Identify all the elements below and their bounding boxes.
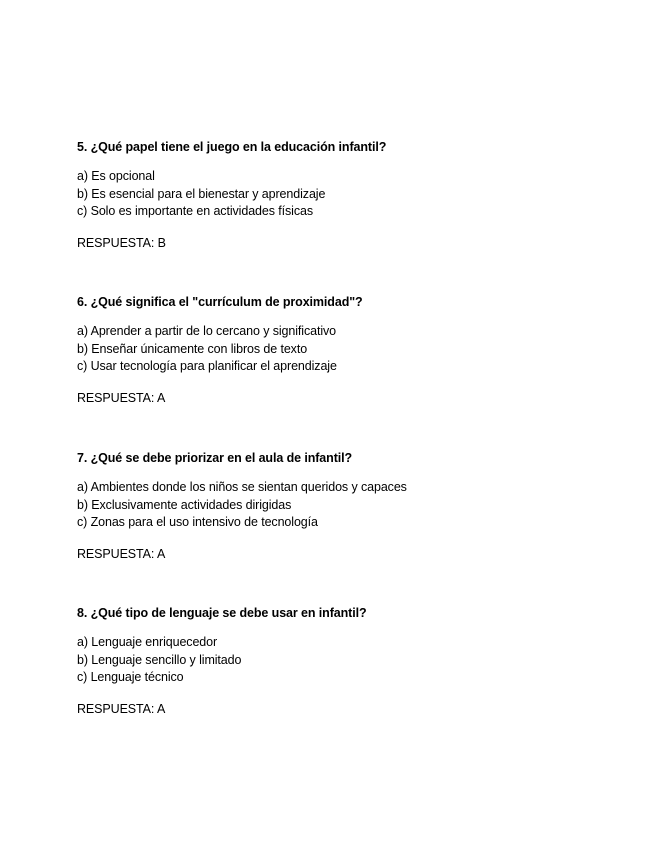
option-a: a) Aprender a partir de lo cercano y significativo bbox=[77, 324, 337, 338]
option-a: a) Es opcional bbox=[77, 169, 155, 183]
question-6 bbox=[77, 294, 637, 406]
option-a: a) Ambientes donde los niños se sientan queridos y capaces bbox=[77, 480, 407, 494]
option-c: c) Usar tecnología para planificar el aprendizaje bbox=[77, 359, 337, 373]
answer-text: RESPUESTA: A bbox=[77, 390, 166, 405]
option-b: b) Enseñar únicamente con libros de texto bbox=[77, 341, 308, 356]
option-c: c) Lenguaje técnico bbox=[77, 670, 184, 684]
option-b: b) Lenguaje sencillo y limitado bbox=[77, 652, 242, 667]
option-c: c) Solo es importante en actividades físicas bbox=[77, 204, 313, 218]
option-a: a) Lenguaje enriquecedor bbox=[77, 635, 218, 649]
options-list bbox=[77, 323, 637, 376]
options-list bbox=[77, 168, 637, 221]
answer-text: RESPUESTA: B bbox=[77, 235, 166, 250]
options-list bbox=[77, 634, 637, 687]
question-7 bbox=[77, 450, 637, 562]
question-title: 5. ¿Qué papel tiene el juego en la educación infantil? bbox=[77, 140, 387, 154]
options-list bbox=[77, 479, 637, 532]
question-title: 7. ¿Qué se debe priorizar en el aula de infantil? bbox=[77, 451, 353, 465]
question-8 bbox=[77, 605, 637, 717]
answer-text: RESPUESTA: A bbox=[77, 701, 166, 716]
option-b: b) Exclusivamente actividades dirigidas bbox=[77, 497, 292, 512]
answer-text: RESPUESTA: A bbox=[77, 546, 166, 561]
option-c: c) Zonas para el uso intensivo de tecnología bbox=[77, 515, 318, 529]
option-b: b) Es esencial para el bienestar y aprendizaje bbox=[77, 186, 326, 201]
question-title: 6. ¿Qué significa el "currículum de proximidad"? bbox=[77, 295, 363, 309]
question-5 bbox=[77, 139, 637, 251]
question-title: 8. ¿Qué tipo de lenguaje se debe usar en infantil? bbox=[77, 606, 367, 620]
